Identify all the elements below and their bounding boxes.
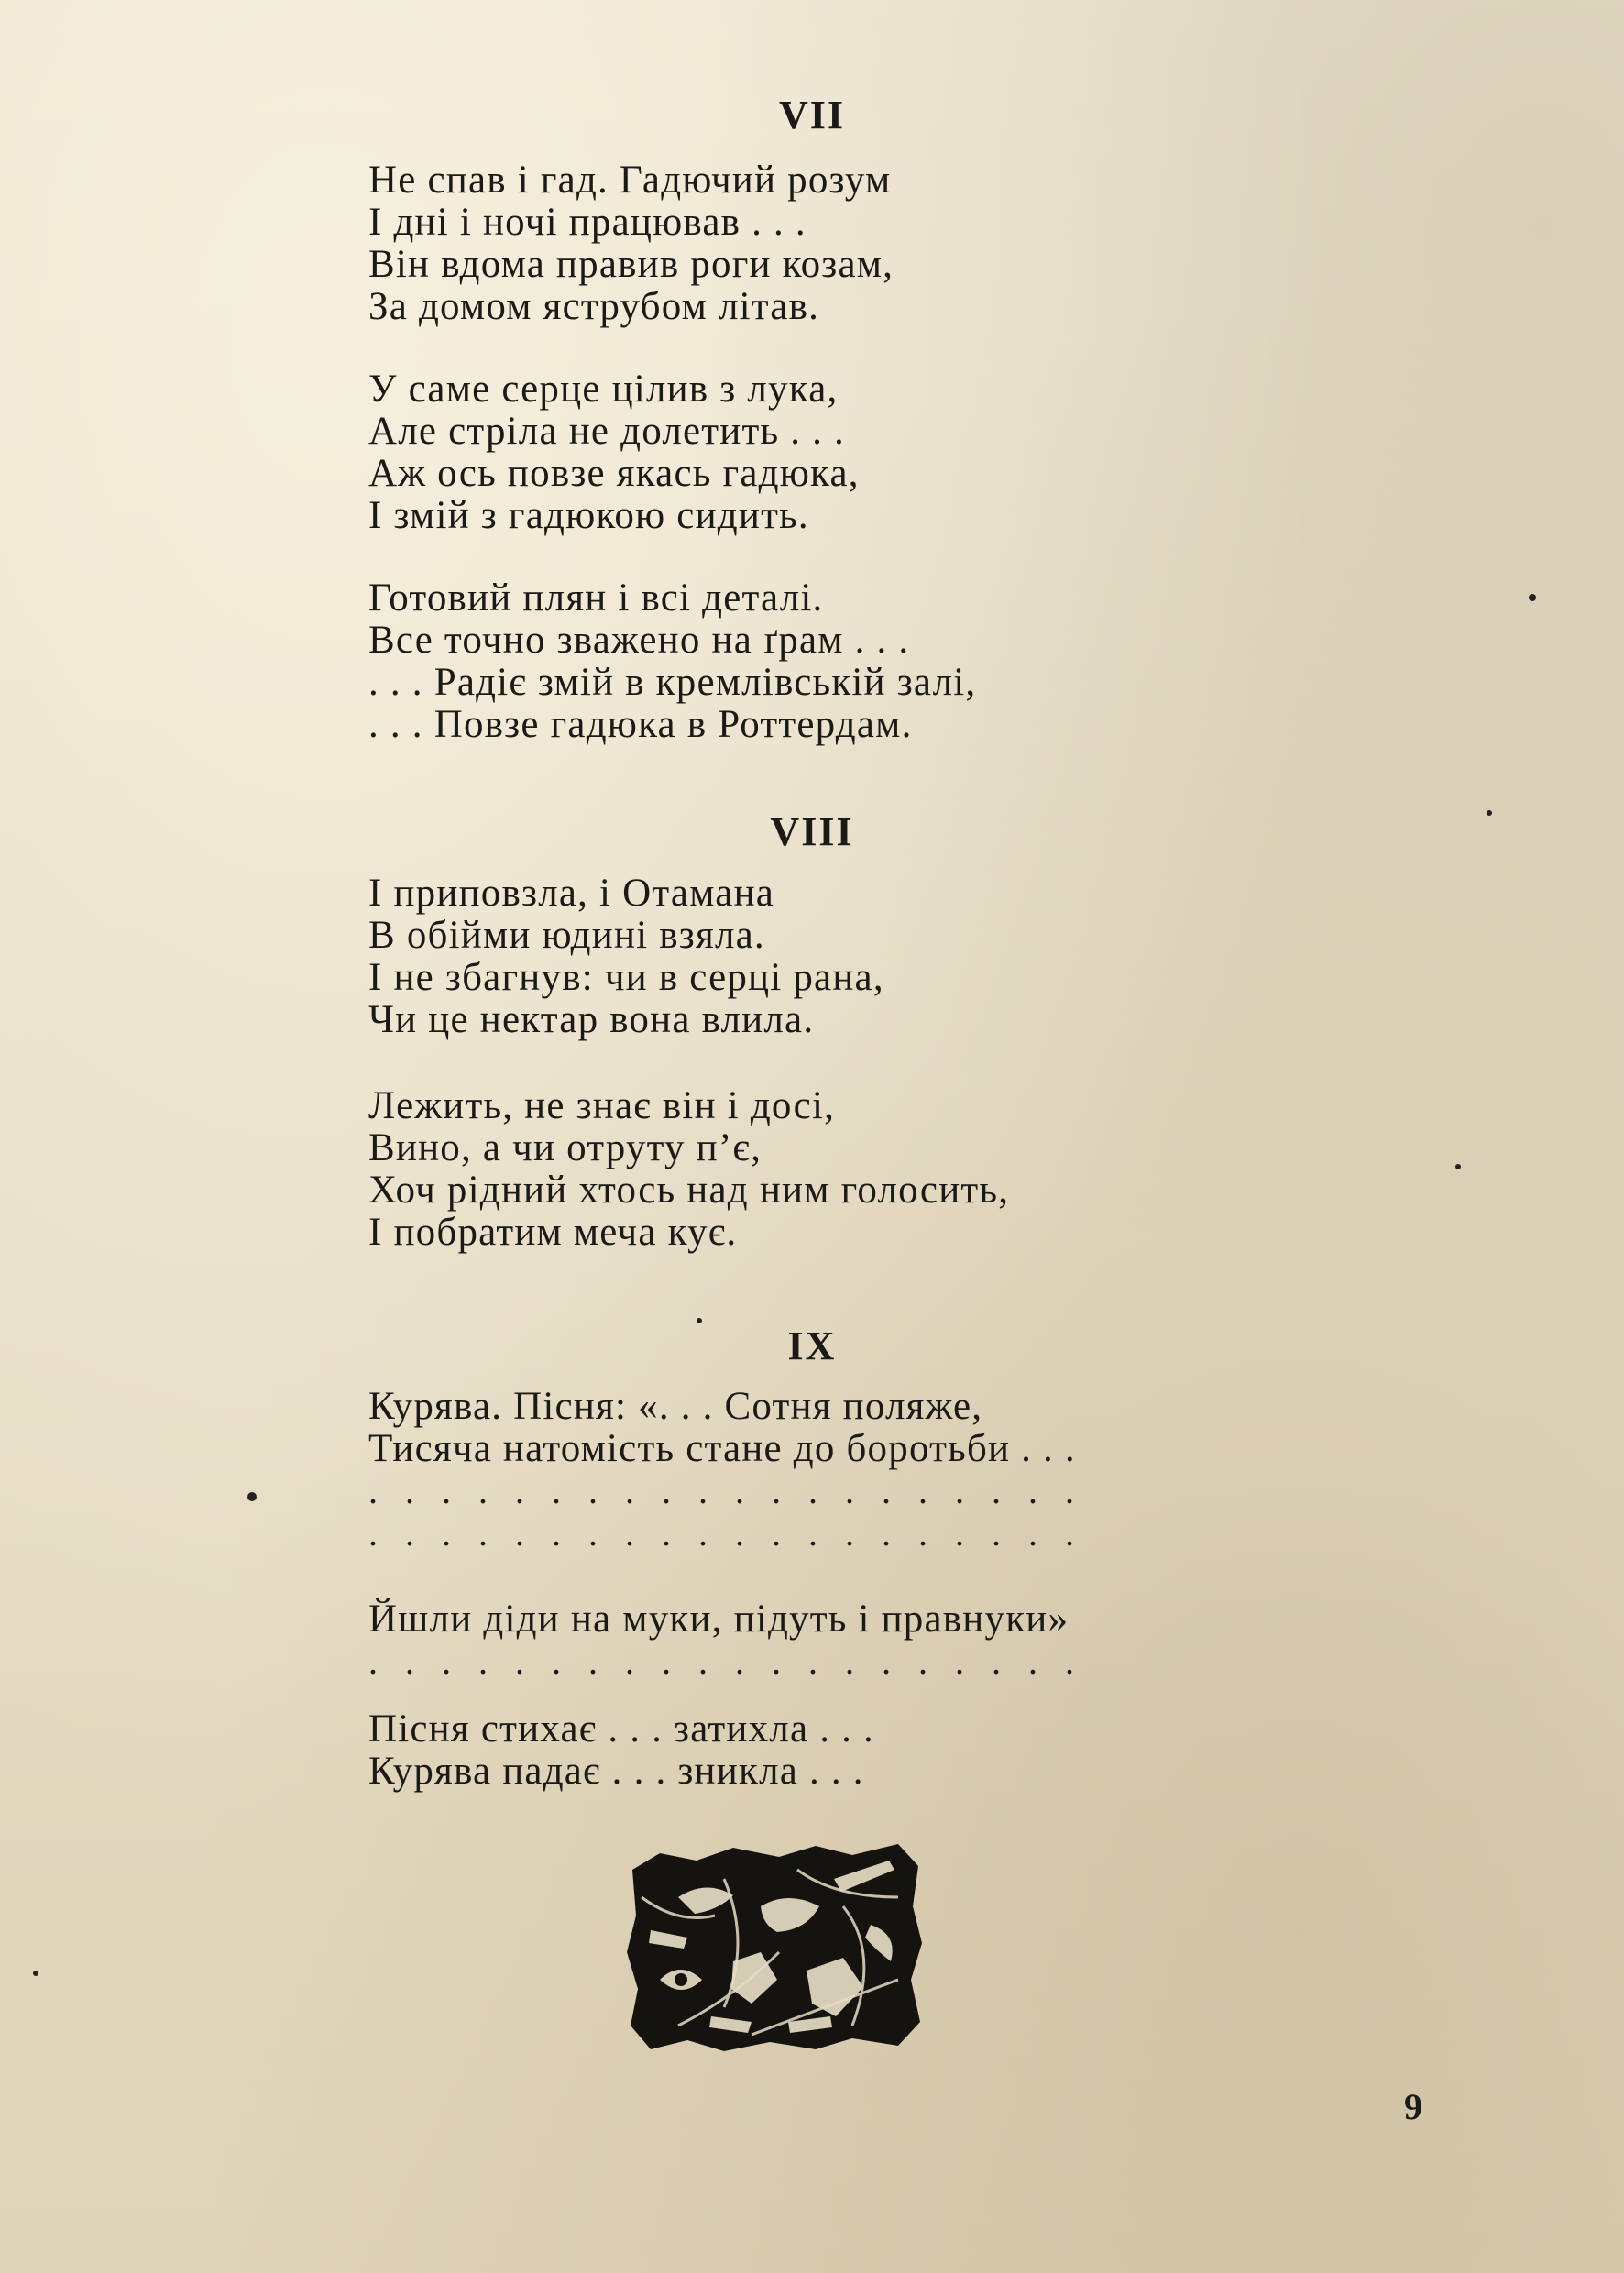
poem-line: Аж ось повзе якась гадюка, — [368, 452, 860, 495]
page-number: 9 — [1404, 2086, 1422, 2127]
poem-line: І побратим меча кує. — [368, 1211, 738, 1254]
poem-line: . . . Радіє змій в кремлівській залі, — [368, 661, 977, 704]
section-heading-viii: VIII — [770, 809, 854, 854]
stanza-viii-2 — [368, 1085, 1009, 1254]
stanza-ix-2 — [368, 1598, 1074, 1683]
poem-line: Тисяча натомість стане до боротьби . . . — [368, 1427, 1076, 1470]
poem-line: Все точно зважено на ґрам . . . — [368, 619, 910, 662]
stanza-vii-1 — [368, 159, 894, 328]
ellipsis-line: . . . . . . . . . . . . . . . . . . . . — [368, 1641, 1074, 1682]
poem-line: І змій з гадюкою сидить. — [368, 494, 809, 537]
woodcut-vignette-icon — [623, 1842, 927, 2055]
stanza-vii-2 — [368, 368, 860, 537]
poem-line: Але стріла не долетить . . . — [368, 410, 845, 453]
stanza-ix-3 — [368, 1708, 874, 1793]
poem-line: Готовий плян і всі деталі. — [368, 576, 824, 620]
poem-line: І не збагнув: чи в серці рана, — [368, 956, 884, 999]
poem-line: Не спав і гад. Гадючий розум — [368, 159, 892, 202]
poem-line: Лежить, не знає він і досі, — [368, 1084, 836, 1127]
poem-line: Курява. Пісня: «. . . Сотня поляже, — [368, 1385, 983, 1428]
paper-speck — [33, 1971, 38, 1976]
paper-speck — [1529, 594, 1536, 601]
poem-line: У саме серце цілив з лука, — [368, 368, 839, 411]
paper-speck — [247, 1492, 257, 1501]
paper-speck — [1455, 1164, 1461, 1169]
poem-line: І дні і ночі працював . . . — [368, 201, 807, 244]
stanza-vii-3 — [368, 577, 976, 746]
section-heading-ix: IX — [787, 1323, 837, 1368]
stanza-viii-1 — [368, 873, 884, 1041]
poem-line: . . . Повзе гадюка в Роттердам. — [368, 703, 913, 746]
poem-line: Курява падає . . . зникла . . . — [368, 1750, 864, 1793]
poem-line: Чи це нектар вона влила. — [368, 998, 815, 1041]
section-heading-vii: VII — [778, 93, 846, 137]
ellipsis-line: . . . . . . . . . . . . . . . . . . . . — [368, 1470, 1074, 1511]
poem-line: Хоч рідний хтось над ним голосить, — [368, 1169, 1010, 1212]
poem-line: Вино, а чи отруту п’є, — [368, 1126, 763, 1169]
poem-line: Він вдома правив роги козам, — [368, 243, 894, 286]
paper-speck — [1487, 810, 1492, 816]
poem-line: Пісня стихає . . . затихла . . . — [368, 1707, 874, 1751]
poem-line: Йшли діди на муки, підуть і правнуки» — [368, 1598, 1070, 1641]
poem-line: І приповзла, і Отамана — [368, 872, 775, 915]
stanza-ix-1 — [368, 1386, 1076, 1554]
poem-line: За домом яструбом літав. — [368, 285, 820, 328]
poem-line: В обійми юдині взяла. — [368, 914, 765, 957]
ellipsis-line: . . . . . . . . . . . . . . . . . . . . — [368, 1512, 1074, 1554]
paper-speck — [697, 1318, 702, 1323]
